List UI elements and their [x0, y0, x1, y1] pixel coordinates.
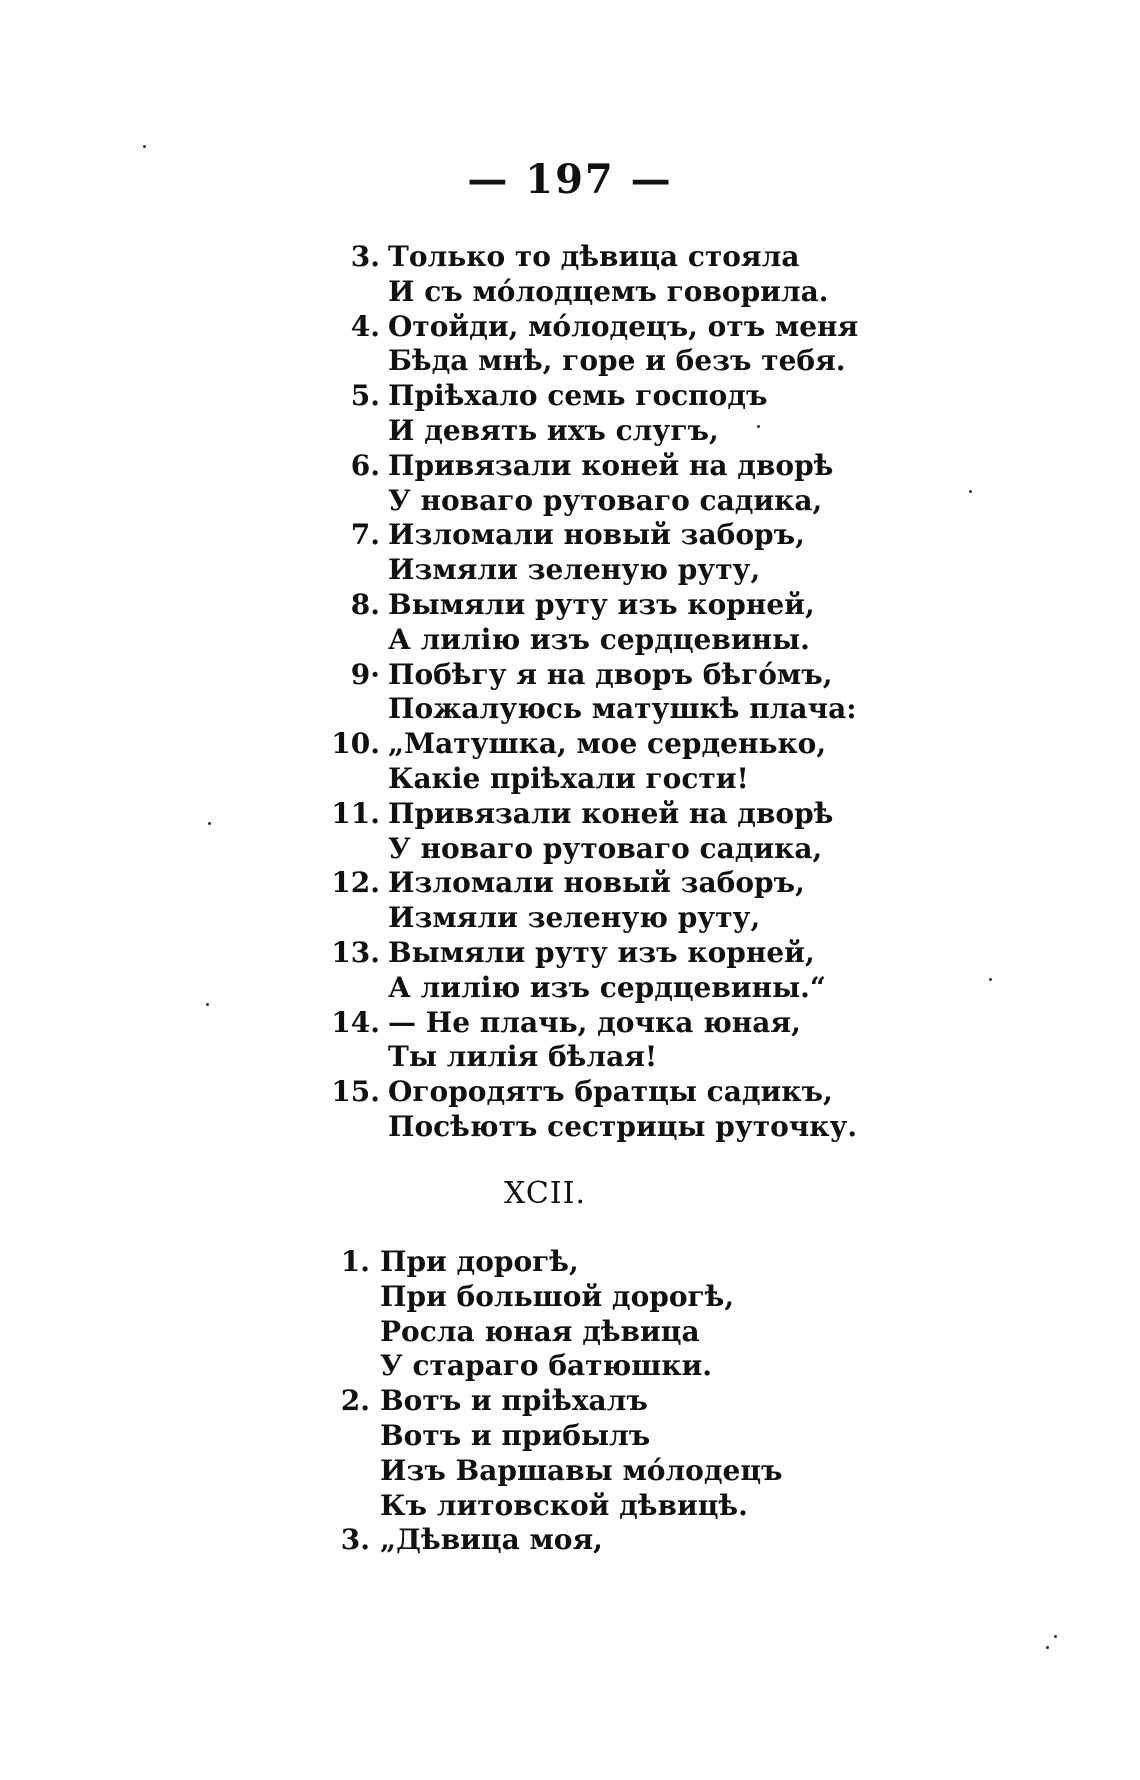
verse-line-text: При большой дорогѣ, [380, 1279, 735, 1313]
verse-line-text: А лилію изъ сердцевины. [388, 622, 810, 656]
verse-line-text: Привязали коней на дворѣ [388, 448, 834, 482]
verse-line [0, 1244, 1140, 1279]
verse-line-text: Огородятъ братцы садикъ, [388, 1075, 833, 1109]
verse-line-text: Побѣгу я на дворъ бѣгóмъ, [388, 657, 833, 691]
verse-line [0, 1005, 1140, 1040]
scan-speck [206, 1003, 209, 1006]
verse-line-text: Бѣда мнѣ, горе и безъ тебя. [388, 344, 846, 378]
verse-line [0, 622, 1140, 657]
verse-line [0, 691, 1140, 726]
verse-line-text: Изломали новый заборъ, [388, 518, 805, 552]
verse-line [0, 1109, 1140, 1144]
scan-speck [143, 145, 146, 148]
verse-number: 3. [350, 240, 380, 273]
verse-line-text: При дорогѣ, [380, 1245, 579, 1278]
verse-line-text: Вотъ и пріѣхалъ [380, 1384, 648, 1418]
verse-line [0, 970, 1140, 1005]
verse-number: 1. [340, 1245, 370, 1278]
verse-line [0, 1418, 1140, 1453]
verse-line-text: — Не плачь, дочка юная, [388, 1005, 801, 1039]
verse-line [0, 343, 1140, 378]
verse-line-text: Къ литовской дѣвицѣ. [380, 1488, 748, 1522]
verse-line [0, 378, 1140, 413]
verse-number: 3. [340, 1523, 370, 1557]
verse-line-text: Изъ Варшавы мóлодецъ [380, 1453, 783, 1487]
verse-number: 4. [350, 309, 380, 343]
verse-line [0, 483, 1140, 518]
verse-line-text: И съ мóлодцемъ говорила. [388, 274, 829, 308]
verse-number: 14. [331, 1005, 380, 1039]
verse-line [0, 831, 1140, 866]
verse-line-text: Пожалуюсь матушкѣ плача: [388, 692, 857, 726]
verse-number: 10. [331, 727, 380, 761]
verse-line-text: Измяли зеленую руту, [388, 553, 761, 587]
verse-line-text: Привязали коней на дворѣ [388, 796, 834, 830]
verse-line-text: Изломали новый заборъ, [388, 866, 805, 900]
verse-line [0, 448, 1140, 483]
verse-line-text: Измяли зеленую руту, [388, 901, 761, 935]
verse-line [0, 726, 1140, 761]
verse-line-text: Ты лилія бѣлая! [388, 1040, 658, 1074]
verse-line-text: Пріѣхало семь господъ [388, 379, 768, 413]
verse-line [0, 657, 1140, 692]
verse-line [0, 1279, 1140, 1314]
verse-number: 12. [331, 866, 380, 900]
verse-line [0, 517, 1140, 552]
verse-number: 11. [331, 796, 380, 830]
verse-number: 7. [350, 518, 380, 552]
verse-line-text: Вымяли руту изъ корней, [388, 936, 815, 969]
scan-speck [1046, 1646, 1049, 1649]
verse-line [0, 1314, 1140, 1349]
verse-line-text: Отойди, мóлодецъ, отъ меня [388, 309, 859, 343]
verse-line-text: „Дѣвица моя, [380, 1523, 603, 1557]
verse-number: 15. [331, 1075, 380, 1109]
verse-line [0, 309, 1140, 344]
verse-line-text: А лилію изъ сердцевины.“ [388, 970, 827, 1004]
verse-number: 2. [340, 1384, 370, 1418]
verse-line [0, 1522, 1140, 1557]
verse-line-text: Какіе пріѣхали гости! [388, 762, 749, 795]
verse-number: 5. [350, 379, 380, 413]
verse-line [0, 1074, 1140, 1109]
verse-line [0, 865, 1140, 900]
verse-line-text: Посѣютъ сестрицы руточку. [388, 1110, 858, 1143]
verse-line [0, 1348, 1140, 1383]
verse-number: 6. [350, 448, 380, 482]
verse-number: 9· [350, 657, 380, 691]
verse-line [0, 796, 1140, 831]
section-title: XCII. [503, 1176, 587, 1211]
verse-line [0, 1488, 1140, 1523]
verse-line [0, 239, 1140, 274]
scan-speck [757, 425, 760, 428]
verse-line [0, 587, 1140, 622]
verse-line [0, 552, 1140, 587]
verse-line [0, 274, 1140, 309]
verse-line-text: Вотъ и прибылъ [380, 1419, 651, 1452]
verse-line [0, 1453, 1140, 1488]
verse-line-text: У стараго батюшки. [380, 1349, 713, 1383]
verse-line-text: „Матушка, мое серденько, [388, 727, 827, 761]
verse-line-text: И девять ихъ слугъ, [388, 414, 719, 447]
verse-line [0, 1383, 1140, 1418]
verse-line-text: Только то дѣвица стояла [388, 240, 800, 273]
verse-line-text: Вымяли руту изъ корней, [388, 588, 815, 621]
verse-line-text: У новаго рутоваго садика, [388, 483, 823, 517]
scan-speck [208, 822, 211, 825]
verse-line [0, 900, 1140, 935]
page-number: — 197 — [467, 156, 673, 203]
verse-line-text: Росла юная дѣвица [380, 1314, 700, 1348]
verse-line [0, 935, 1140, 970]
scan-speck [969, 490, 972, 493]
verse-line [0, 1039, 1140, 1074]
scan-speck [1054, 1635, 1057, 1638]
verse-line [0, 413, 1140, 448]
verse-line-text: У новаго рутоваго садика, [388, 831, 823, 865]
verse-line [0, 761, 1140, 796]
verse-number: 8. [350, 588, 380, 621]
scan-speck [989, 978, 992, 981]
verse-number: 13. [331, 936, 380, 969]
